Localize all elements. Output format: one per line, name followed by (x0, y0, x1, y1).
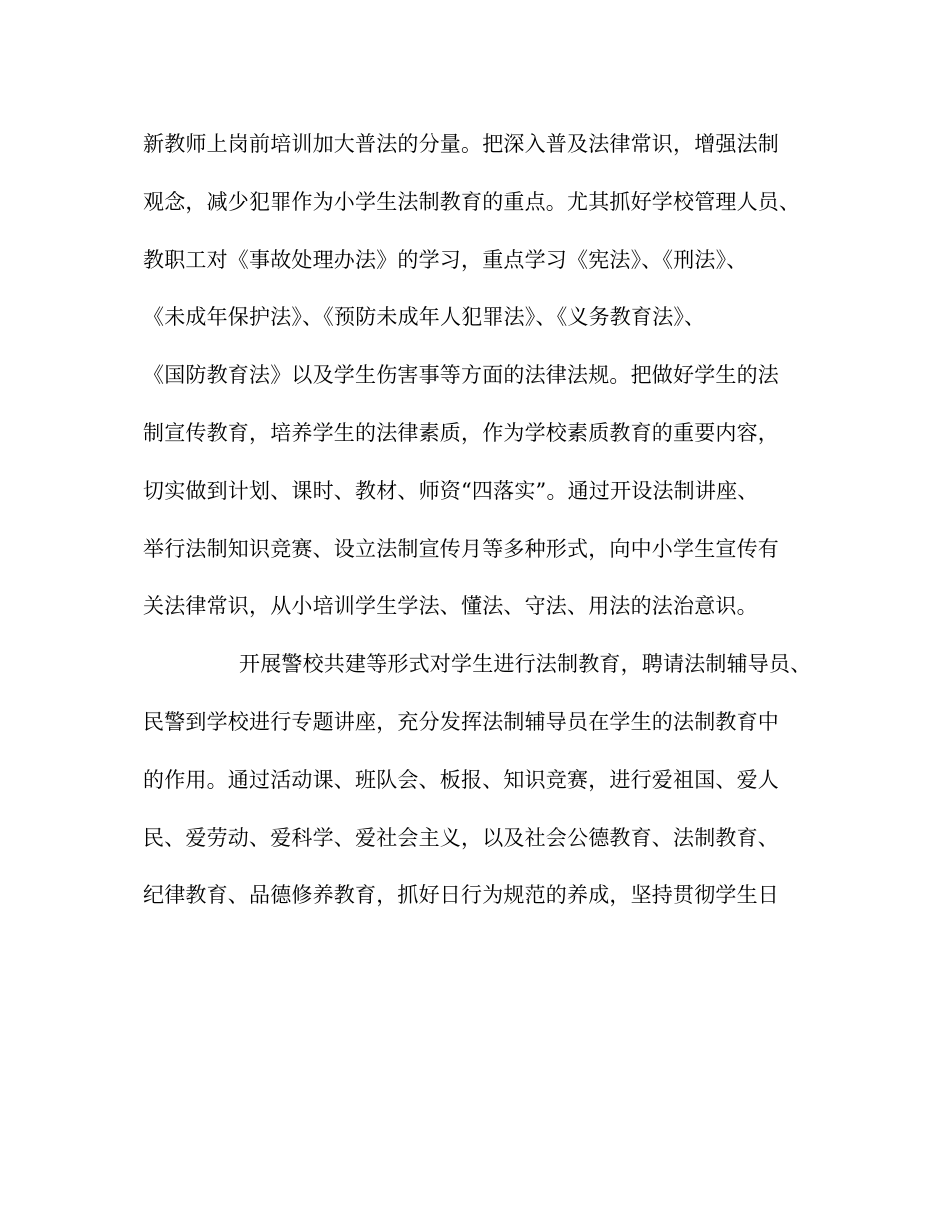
text-line: 民警到学校进行专题讲座，充分发挥法制辅导员在学生的法制教育中 (143, 709, 779, 734)
text-line: 的作用。通过活动课、班队会、板报、知识竞赛，进行爱祖国、爱人 (143, 767, 779, 792)
text-line: 关法律常识，从小培训学生学法、懂法、守法、用法的法治意识。 (143, 594, 758, 619)
text-line: 教职工对《事故处理办法》的学习，重点学习《宪法》、《刑法》、 (143, 247, 748, 272)
paragraph-start-line: 开展警校共建等形式对学生进行法制教育，聘请法制辅导员、 (239, 652, 812, 677)
text-line: 制宣传教育，培养学生的法律素质，作为学校素质教育的重要内容， (143, 420, 779, 445)
text-line: 切实做到计划、课时、教材、师资“四落实”。通过开设法制讲座、 (143, 478, 759, 503)
text-line: 《未成年保护法》、《预防未成年人犯罪法》、《义务教育法》、 (143, 305, 706, 330)
text-line: 举行法制知识竞赛、设立法制宣传月等多种形式，向中小学生宣传有 (143, 536, 779, 561)
text-line: 新教师上岗前培训加大普法的分量。把深入普及法律常识，增强法制 (143, 132, 779, 156)
text-line: 民、爱劳动、爱科学、爱社会主义，以及社会公德教育、法制教育、 (143, 825, 779, 850)
text-line: 纪律教育、品德修养教育，抓好日行为规范的养成，坚持贯彻学生日 (143, 883, 779, 908)
body-text (143, 122, 833, 931)
text-line: 观念，减少犯罪作为小学生法制教育的重点。尤其抓好学校管理人员、 (143, 189, 801, 214)
text-line: 《国防教育法》以及学生伤害事等方面的法律法规。把做好学生的法 (143, 363, 779, 388)
